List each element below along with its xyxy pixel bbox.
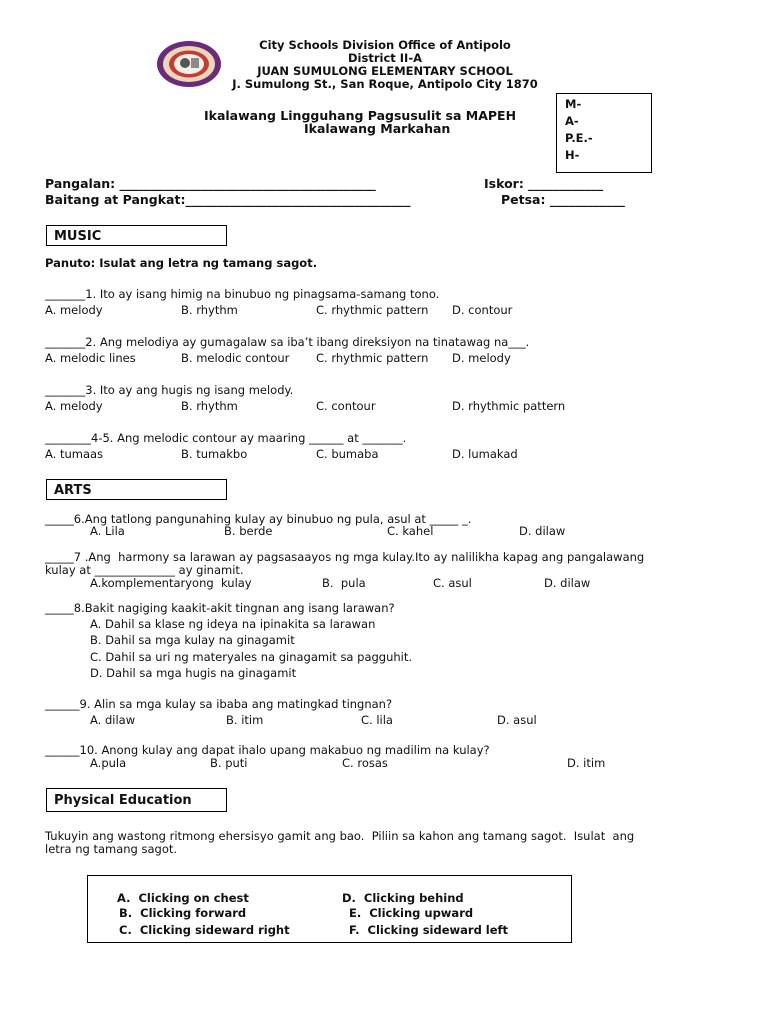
exam-title: Ikalawang Lingguhang Pagsusulit sa MAPEH: [204, 108, 517, 123]
q10-choice-a: A.pula: [90, 756, 127, 770]
question-8: _____8.Bakit nagiging kaakit-akit tingnan ang isang larawan?: [45, 601, 395, 615]
pe-heading: Physical Education: [46, 788, 227, 812]
q1-choice-b: B. rhythm: [181, 303, 238, 317]
q2-choice-a: A. melodic lines: [45, 351, 136, 365]
pe-option-d: D. Clicking behind: [342, 891, 464, 905]
q1-choice-d: D. contour: [452, 303, 513, 317]
q2-choice-b: B. melodic contour: [181, 351, 290, 365]
arts-heading: ARTS: [46, 479, 227, 500]
question-9: ______9. Alin sa mga kulay sa ibaba ang matingkad tingnan?: [45, 697, 393, 711]
score-music: M-: [565, 97, 582, 111]
q6-choice-c: C. kahel: [387, 524, 434, 538]
pe-directions-line2: letra ng tamang sagot.: [45, 842, 178, 856]
pe-option-b: B. Clicking forward: [119, 906, 247, 920]
district: District II-A: [348, 51, 422, 65]
q6-choice-b: B. berde: [224, 524, 273, 538]
q7-choice-c: C. asul: [433, 576, 472, 590]
q9-choice-b: B. itim: [226, 713, 264, 727]
q45-choice-b: B. tumakbo: [181, 447, 248, 461]
q3-choice-a: A. melody: [45, 399, 103, 413]
question-7-line2: kulay at ______________ ay ginamit.: [45, 563, 244, 577]
pe-option-c: C. Clicking sideward right: [119, 923, 290, 937]
q8-choice-a: A. Dahil sa klase ng ideya na ipinakita sa larawan: [90, 617, 376, 631]
exam-subtitle: Ikalawang Markahan: [304, 121, 451, 136]
q3-choice-d: D. rhythmic pattern: [452, 399, 566, 413]
q2-choice-d: D. melody: [452, 351, 511, 365]
name-field[interactable]: Pangalan: _________________________________________: [45, 176, 376, 191]
question-4-5: ________4-5. Ang melodic contour ay maaring ______ at _______.: [45, 431, 407, 445]
q1-choice-c: C. rhythmic pattern: [316, 303, 429, 317]
question-1: _______1. Ito ay isang himig na binubuo ng pinagsama-samang tono.: [45, 287, 440, 301]
pe-option-f: F. Clicking sideward left: [349, 923, 509, 937]
q7-choice-b: B. pula: [322, 576, 366, 590]
q9-choice-c: C. lila: [361, 713, 393, 727]
q10-choice-d: D. itim: [567, 756, 606, 770]
q8-choice-c: C. Dahil sa uri ng materyales na ginagamit sa pagguhit.: [90, 650, 413, 664]
q2-choice-c: C. rhythmic pattern: [316, 351, 429, 365]
date-field[interactable]: Petsa: ____________: [501, 192, 625, 207]
q6-choice-d: D. dilaw: [519, 524, 566, 538]
question-7-line1: _____7 .Ang harmony sa larawan ay pagsasaayos ng mga kulay.Ito ay nalilikha kapag ang pangalawang: [45, 550, 645, 564]
pe-option-e: E. Clicking upward: [349, 906, 474, 920]
school-address: J. Sumulong St., San Roque, Antipolo City 1870: [232, 77, 538, 91]
school-name: JUAN SUMULONG ELEMENTARY SCHOOL: [257, 64, 513, 78]
score-arts: A-: [565, 114, 579, 128]
pe-option-a: A. Clicking on chest: [117, 891, 249, 905]
question-6: _____6.Ang tatlong pangunahing kulay ay binubuo ng pula, asul at _____ _.: [45, 512, 472, 526]
question-3: _______3. Ito ay ang hugis ng isang melody.: [45, 383, 294, 397]
division-office: City Schools Division Office of Antipolo: [259, 38, 511, 52]
score-pe: P.E.-: [565, 131, 593, 145]
q8-choice-b: B. Dahil sa mga kulay na ginagamit: [90, 633, 295, 647]
q45-choice-c: C. bumaba: [316, 447, 379, 461]
q6-choice-a: A. Lila: [90, 524, 125, 538]
grade-section-field[interactable]: Baitang at Pangkat:____________________________________: [45, 192, 411, 207]
q3-choice-b: B. rhythm: [181, 399, 238, 413]
q7-choice-a: A.komplementaryong kulay: [90, 576, 252, 590]
pe-directions-line1: Tukuyin ang wastong ritmong ehersisyo gamit ang bao. Piliin sa kahon ang tamang sagot. Isulat ang: [45, 829, 635, 843]
q9-choice-d: D. asul: [497, 713, 537, 727]
question-2: _______2. Ang melodiya ay gumagalaw sa iba’t ibang direksiyon na tinatawag na___.: [45, 335, 530, 349]
q7-choice-d: D. dilaw: [544, 576, 591, 590]
music-directions: Panuto: Isulat ang letra ng tamang sagot.: [45, 256, 318, 270]
q9-choice-a: A. dilaw: [90, 713, 136, 727]
q3-choice-c: C. contour: [316, 399, 376, 413]
music-heading: MUSIC: [46, 225, 227, 246]
q10-choice-b: B. puti: [210, 756, 248, 770]
q45-choice-a: A. tumaas: [45, 447, 104, 461]
q10-choice-c: C. rosas: [342, 756, 388, 770]
q1-choice-a: A. melody: [45, 303, 103, 317]
q8-choice-d: D. Dahil sa mga hugis na ginagamit: [90, 666, 297, 680]
score-health: H-: [565, 148, 580, 162]
q45-choice-d: D. lumakad: [452, 447, 518, 461]
question-10: ______10. Anong kulay ang dapat ihalo upang makabuo ng madilim na kulay?: [45, 743, 490, 757]
score-field[interactable]: Iskor: ____________: [484, 176, 604, 191]
